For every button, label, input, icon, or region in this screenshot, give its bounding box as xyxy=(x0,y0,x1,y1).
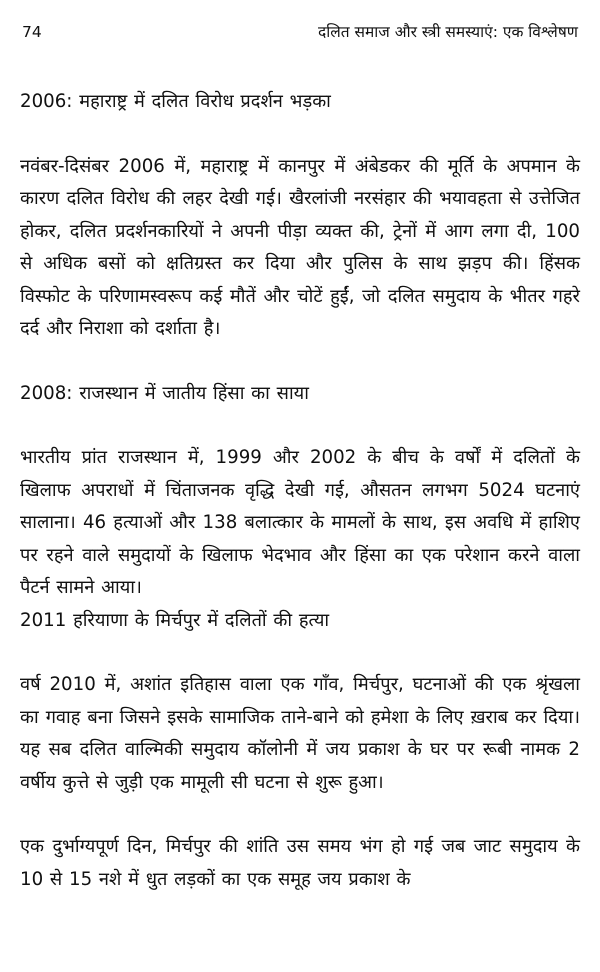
paragraph-2008: भारतीय प्रांत राजस्थान में, 1999 और 2002 के बीच के वर्षों में दलितों के खिलाफ अपराधों में चिंताजनक वृद्धि देखी गई, औसतन लगभग 5024 घटनाएं सालाना। 46 हत्याओं और 138 बलात्कार के मामलों के साथ, इस अवधि में हाशिए पर रहने वाले समुदायों के खिलाफ भेदभाव और हिंसा का एक परेशान करने वाला पैटर्न सामने आया। xyxy=(20,447,580,598)
running-title: दलित समाज और स्त्री समस्याएं: एक विश्लेषण xyxy=(318,23,578,41)
page-body xyxy=(20,86,580,896)
section-heading-2006: 2006: महाराष्ट्र में दलित विरोध प्रदर्शन भड़का xyxy=(20,91,331,112)
paragraph-mirchpur-continued: एक दुर्भाग्यपूर्ण दिन, मिर्चपुर की शांति उस समय भंग हो गई जब जाट समुदाय के 10 से 15 नशे में धुत लड़कों का एक समूह जय प्रकाश के xyxy=(20,836,580,890)
paragraph-2006: नवंबर-दिसंबर 2006 में, महाराष्ट्र में कानपुर में अंबेडकर की मूर्ति के अपमान के कारण दलित विरोध की लहर देखी गई। खैरलांजी नरसंहार की भयावहता से उत्तेजित होकर, दलित प्रदर्शनकारियों ने अपनी पीड़ा व्यक्त की, ट्रेनों में आग लगा दी, 100 से अधिक बसों को क्षतिग्रस्त कर दिया और पुलिस के साथ झड़प की। हिंसक विस्फोट के परिणामस्वरूप कई मौतें और चोटें हुईं, जो दलित समुदाय के भीतर गहरे दर्द और निराशा को दर्शाता है। xyxy=(20,155,580,339)
page-number: 74 xyxy=(22,23,42,41)
page-header xyxy=(22,20,578,46)
paragraph-2011: वर्ष 2010 में, अशांत इतिहास वाला एक गाँव, मिर्चपुर, घटनाओं की एक श्रृंखला का गवाह बना जिसने इसके सामाजिक ताने-बाने को हमेशा के लिए ख़राब कर दिया। यह सब दलित वाल्मिकी समुदाय कॉलोनी में जय प्रकाश के घर पर रूबी नामक 2 वर्षीय कुत्ते से जुड़ी एक मामूली सी घटना से शुरू हुआ। xyxy=(20,674,580,793)
section-heading-2011: 2011 हरियाणा के मिर्चपुर में दलितों की हत्या xyxy=(20,609,330,631)
section-heading-2008: 2008: राजस्थान में जातीय हिंसा का साया xyxy=(20,382,309,404)
